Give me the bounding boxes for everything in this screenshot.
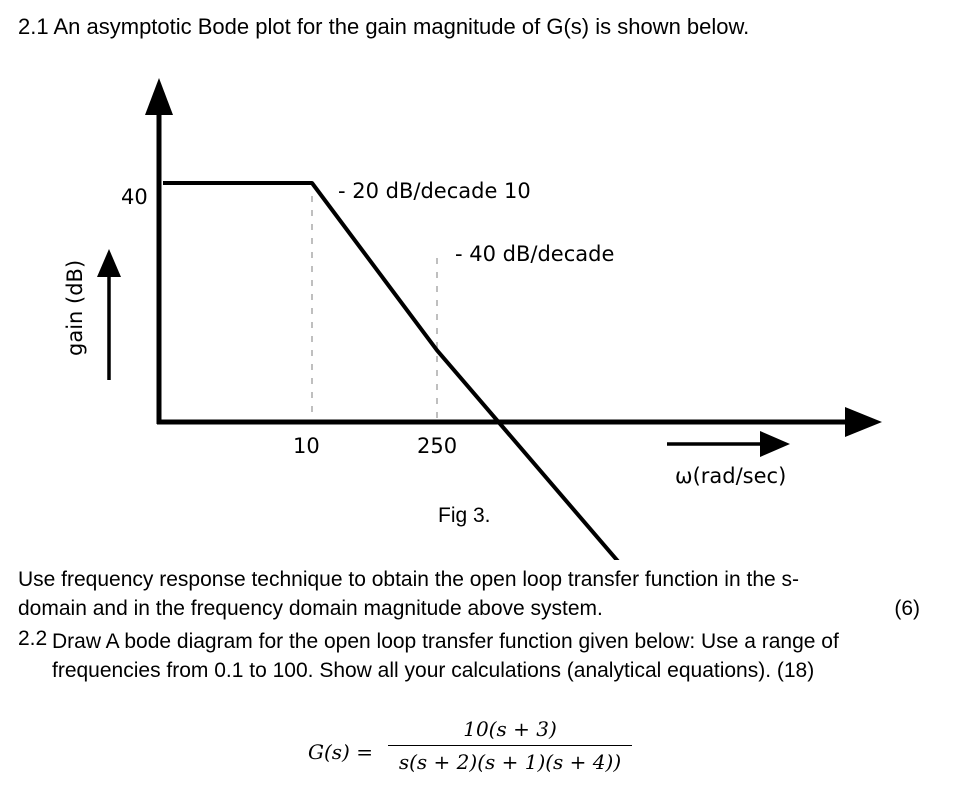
x-axis-label: ω(rad/sec) bbox=[675, 464, 787, 488]
part-2-1-line-1: Use frequency response technique to obtain the open loop transfer function in the s- bbox=[18, 568, 799, 591]
formula-numerator: 10(s + 3) bbox=[463, 717, 557, 741]
part-2-1-marks: (6) bbox=[894, 597, 920, 620]
fraction-bar bbox=[388, 745, 632, 746]
part-2-1-line-2: domain and in the frequency domain magnitude above system. bbox=[18, 597, 603, 620]
part-2-2-number: 2.2 bbox=[18, 627, 48, 650]
part-2-2-text: Draw A bode diagram for the open loop transfer function given below: Use a range of frequencies from 0.1 to 100. Show all your calculations (analytical equations). (18) bbox=[52, 630, 839, 682]
slope-label-2: - 40 dB/decade bbox=[455, 242, 615, 266]
figure-caption: Fig 3. bbox=[438, 504, 491, 527]
x-label-arrow-head bbox=[760, 431, 790, 457]
x-tick-250: 250 bbox=[417, 434, 458, 458]
gain-curve-series bbox=[163, 183, 642, 560]
x-axis-arrow bbox=[845, 407, 882, 437]
y-label-arrow-head bbox=[97, 249, 121, 277]
x-tick-10: 10 bbox=[293, 434, 320, 458]
part-2-1-line-2-row bbox=[18, 594, 920, 623]
slope-label-1: - 20 dB/decade 10 bbox=[338, 179, 531, 203]
y-tick-40: 40 bbox=[121, 185, 148, 209]
formula-fraction bbox=[388, 716, 632, 775]
formula-denominator: s(s + 2)(s + 1)(s + 4)) bbox=[398, 750, 622, 774]
y-axis-arrow bbox=[145, 78, 173, 115]
formula-lhs: G(s) = bbox=[308, 740, 373, 764]
question-2-1-title: 2.1 An asymptotic Bode plot for the gain magnitude of G(s) is shown below. bbox=[18, 14, 750, 39]
y-axis-label: gain (dB) bbox=[63, 259, 87, 356]
